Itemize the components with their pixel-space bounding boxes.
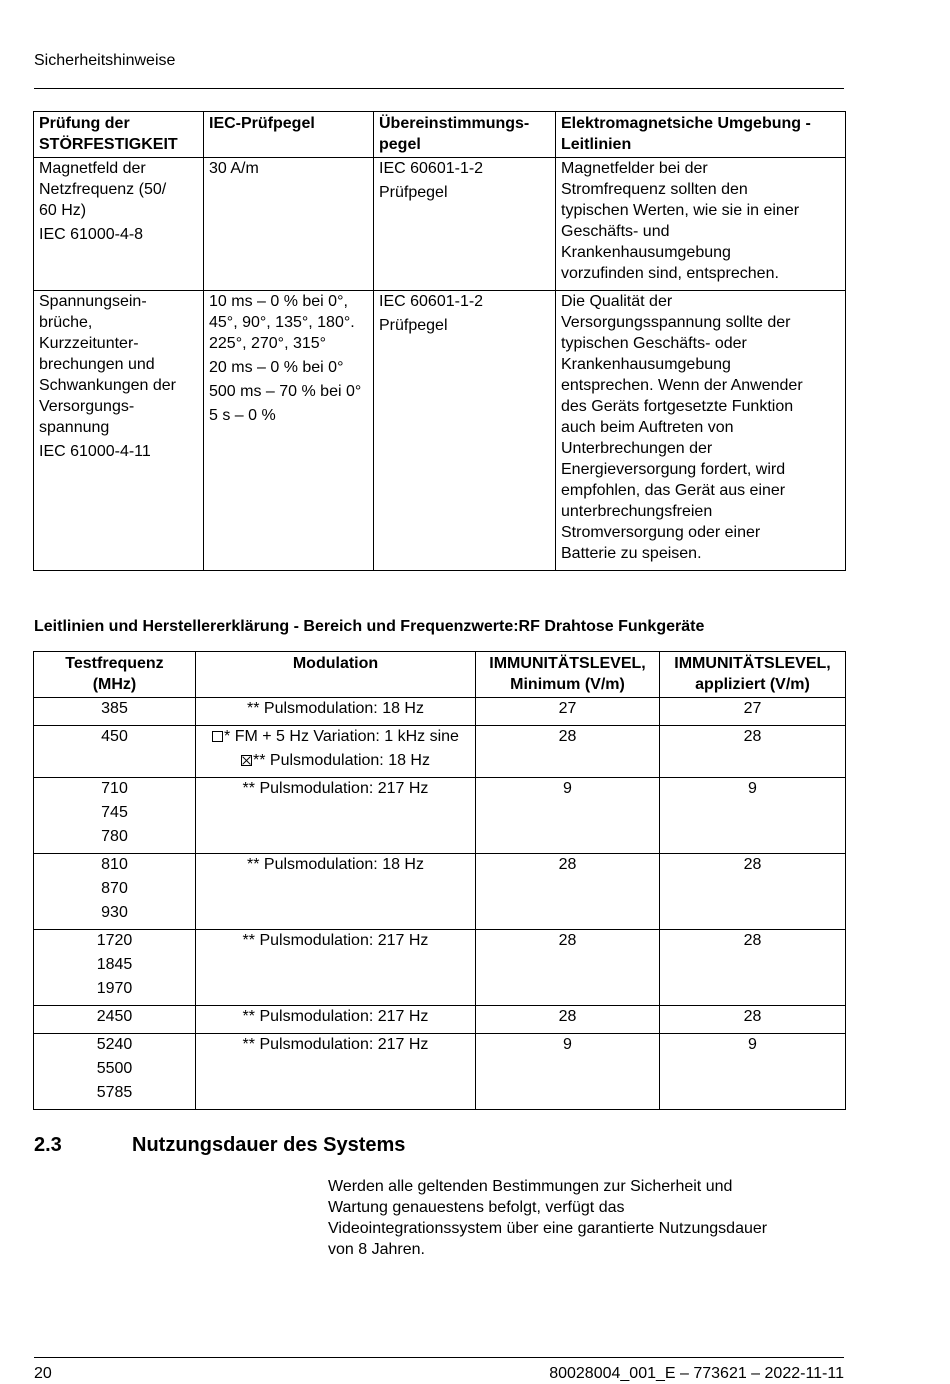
frequency-value: 5785: [96, 1084, 133, 1101]
header-line: appliziert (V/m): [695, 676, 810, 693]
cell-modulation: [196, 1034, 476, 1110]
text-line: 60 Hz): [39, 202, 87, 219]
text-line: Schwankungen der: [39, 377, 176, 394]
text-line: unterbrechungsfreien: [561, 503, 713, 520]
col-header-iec-level: [204, 112, 374, 158]
text-line: Spannungsein-: [39, 293, 147, 310]
col-header-guidance: [556, 112, 846, 158]
cell-modulation: [196, 778, 476, 854]
text-line: IEC 60601-1-2: [379, 293, 484, 310]
unchecked-box-icon: [212, 731, 223, 742]
modulation-option: [200, 726, 471, 747]
cell-immunity-applied: 27: [660, 698, 846, 726]
modulation-text: ** Pulsmodulation: 217 Hz: [242, 932, 429, 949]
cell-compliance: [374, 291, 556, 571]
text-line: des Geräts fortgesetzte Funktion: [561, 398, 794, 415]
col-header-test: [34, 112, 204, 158]
table-row: [34, 698, 846, 726]
text-line: brüche,: [39, 314, 93, 331]
table-row: [34, 930, 846, 1006]
table-row: [34, 1006, 846, 1034]
text-line: Geschäfts- und: [561, 223, 670, 240]
frequency-value: 870: [101, 880, 128, 897]
cell-immunity-min: 28: [476, 726, 660, 778]
cell-test: [34, 158, 204, 291]
standard-ref: IEC 61000-4-8: [39, 226, 144, 243]
col-header-immunity-min: [476, 652, 660, 698]
header-line: Modulation: [292, 655, 379, 672]
table-header-row: [34, 652, 846, 698]
cell-immunity-applied: 9: [660, 778, 846, 854]
section-number: 2.3: [34, 1134, 62, 1156]
page-number: 20: [34, 1365, 52, 1382]
cell-level: [204, 291, 374, 571]
rf-immunity-table: [33, 651, 846, 1110]
text-line: Stromversorgung oder einer: [561, 524, 761, 541]
frequency-value: 780: [101, 828, 128, 845]
cell-immunity-applied: 28: [660, 1006, 846, 1034]
standard-ref: IEC 61000-4-11: [39, 443, 151, 460]
cell-immunity-min: 28: [476, 1006, 660, 1034]
cell-modulation: [196, 726, 476, 778]
modulation-text: ** Pulsmodulation: 18 Hz: [253, 752, 430, 769]
table-row: [34, 778, 846, 854]
text-line: Krankenhausumgebung: [561, 356, 731, 373]
cell-immunity-applied: 9: [660, 1034, 846, 1110]
text-line: typischen Geschäfts- oder: [561, 335, 747, 352]
cell-modulation: [196, 1006, 476, 1034]
header-line: Prüfung der: [39, 115, 130, 132]
text-line: von 8 Jahren.: [328, 1241, 425, 1258]
header-line: (MHz): [92, 676, 137, 693]
table-row: [34, 291, 846, 571]
header-line: IMMUNITÄTSLEVEL,: [489, 655, 646, 672]
frequency-value: 810: [101, 856, 128, 873]
text-line: Versorgungs-: [39, 398, 135, 415]
table-row: [34, 726, 846, 778]
text-line: Stromfrequenz sollten den: [561, 181, 748, 198]
text-line: spannung: [39, 419, 110, 436]
cell-frequency: [34, 1006, 196, 1034]
header-line: IEC-Prüfpegel: [209, 115, 315, 132]
text-line: empfohlen, das Gerät aus einer: [561, 482, 786, 499]
col-header-immunity-applied: [660, 652, 846, 698]
frequency-value: 385: [101, 700, 128, 717]
cell-guidance: [556, 291, 846, 571]
cell-immunity-applied: 28: [660, 726, 846, 778]
header-rule: [34, 88, 844, 89]
paragraph: [39, 158, 199, 221]
cell-immunity-min: 28: [476, 930, 660, 1006]
header-line: Leitlinien: [561, 136, 632, 153]
text-line: Netzfrequenz (50/: [39, 181, 167, 198]
modulation-text: ** Pulsmodulation: 217 Hz: [242, 1008, 429, 1025]
text-line: typischen Werten, wie sie in einer: [561, 202, 800, 219]
cell-level: [204, 158, 374, 291]
text-line: 20 ms – 0 % bei 0°: [209, 359, 344, 376]
header-line: Testfrequenz: [65, 655, 164, 672]
text-line: Versorgungsspannung sollte der: [561, 314, 791, 331]
running-header: Sicherheitshinweise: [34, 52, 176, 69]
cell-test: [34, 291, 204, 571]
modulation-text: ** Pulsmodulation: 18 Hz: [247, 700, 424, 717]
text-line: Unterbrechungen der: [561, 440, 713, 457]
text-line: Kurzzeitunter-: [39, 335, 139, 352]
cell-frequency: [34, 726, 196, 778]
cell-modulation: [196, 698, 476, 726]
text-line: IEC 60601-1-2: [379, 160, 484, 177]
cell-immunity-min: 9: [476, 778, 660, 854]
text-line: 500 ms – 70 % bei 0°: [209, 383, 362, 400]
text-line: Wartung genauestens befolgt, verfügt das: [328, 1199, 625, 1216]
cell-guidance: [556, 158, 846, 291]
cell-modulation: [196, 854, 476, 930]
text-line: Batterie zu speisen.: [561, 545, 702, 562]
text-line: Videointegrationssystem über eine garantierte Nutzungsdauer: [328, 1220, 768, 1237]
cell-compliance: [374, 158, 556, 291]
text-line: 45°, 90°, 135°, 180°.: [209, 314, 355, 331]
immunity-table: [33, 111, 846, 571]
cell-frequency: [34, 698, 196, 726]
text-line: 10 ms – 0 % bei 0°,: [209, 293, 348, 310]
modulation-text: ** Pulsmodulation: 217 Hz: [242, 780, 429, 797]
header-line: IMMUNITÄTSLEVEL,: [674, 655, 831, 672]
frequency-value: 745: [101, 804, 128, 821]
modulation-text: ** Pulsmodulation: 217 Hz: [242, 1036, 429, 1053]
modulation-text: ** Pulsmodulation: 18 Hz: [247, 856, 424, 873]
cell-immunity-min: 27: [476, 698, 660, 726]
document-id: 80028004_001_E – 773621 – 2022-11-11: [549, 1365, 844, 1382]
col-header-modulation: [196, 652, 476, 698]
table-row: [34, 1034, 846, 1110]
cell-frequency: [34, 930, 196, 1006]
col-header-compliance: [374, 112, 556, 158]
col-header-frequency: [34, 652, 196, 698]
body-paragraph: [328, 1176, 838, 1260]
header-line: STÖRFESTIGKEIT: [39, 136, 178, 153]
cell-immunity-applied: 28: [660, 854, 846, 930]
section-title: Leitlinien und Herstellererklärung - Bereich und Frequenzwerte:RF Drahtose Funkgeräte: [34, 618, 705, 635]
text-line: brechungen und: [39, 356, 155, 373]
frequency-value: 710: [101, 780, 128, 797]
frequency-value: 1720: [96, 932, 133, 949]
table-row: [34, 158, 846, 291]
section-heading: Nutzungsdauer des Systems: [132, 1134, 406, 1156]
table-header-row: [34, 112, 846, 158]
paragraph: [209, 291, 369, 354]
cell-immunity-applied: 28: [660, 930, 846, 1006]
text-line: Prüfpegel: [379, 184, 448, 201]
cell-modulation: [196, 930, 476, 1006]
text-line: Krankenhausumgebung: [561, 244, 731, 261]
cell-frequency: [34, 854, 196, 930]
text-line: Magnetfelder bei der: [561, 160, 708, 177]
checked-box-icon: [241, 755, 252, 766]
frequency-value: 930: [101, 904, 128, 921]
cell-immunity-min: 9: [476, 1034, 660, 1110]
text-line: 5 s – 0 %: [209, 407, 276, 424]
paragraph: [39, 291, 199, 438]
text-line: Prüfpegel: [379, 317, 448, 334]
header-line: Übereinstimmungs-: [379, 115, 530, 132]
table-row: [34, 854, 846, 930]
footer-rule: [34, 1357, 844, 1358]
text-line: Die Qualität der: [561, 293, 673, 310]
text-line: auch beim Auftreten von: [561, 419, 734, 436]
frequency-value: 450: [101, 728, 128, 745]
text-line: entsprechen. Wenn der Anwender: [561, 377, 803, 394]
text-line: Magnetfeld der: [39, 160, 146, 177]
text-line: 30 A/m: [209, 160, 259, 177]
text-line: vorzufinden sind, entsprechen.: [561, 265, 779, 282]
cell-frequency: [34, 778, 196, 854]
text-line: Energieversorgung fordert, wird: [561, 461, 786, 478]
text-line: Werden alle geltenden Bestimmungen zur Sicherheit und: [328, 1178, 733, 1195]
frequency-value: 1970: [96, 980, 133, 997]
modulation-option: [200, 750, 471, 771]
text-line: 225°, 270°, 315°: [209, 335, 327, 352]
frequency-value: 5240: [96, 1036, 133, 1053]
header-line: pegel: [379, 136, 421, 153]
header-line: Minimum (V/m): [510, 676, 625, 693]
header-line: Elektromagnetsiche Umgebung -: [561, 115, 811, 132]
modulation-text: * FM + 5 Hz Variation: 1 kHz sine: [224, 728, 459, 745]
frequency-value: 5500: [96, 1060, 133, 1077]
cell-immunity-min: 28: [476, 854, 660, 930]
frequency-value: 1845: [96, 956, 133, 973]
frequency-value: 2450: [96, 1008, 133, 1025]
cell-frequency: [34, 1034, 196, 1110]
